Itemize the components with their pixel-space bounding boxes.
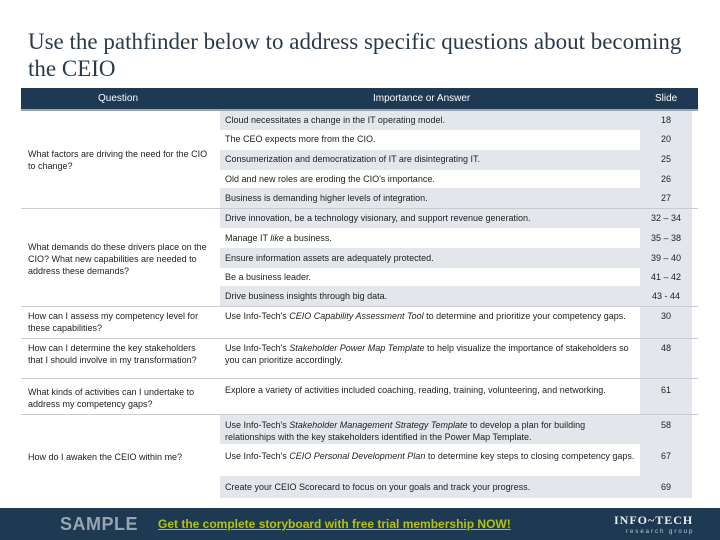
answer-cell: Cloud necessitates a change in the IT operating model. (225, 115, 445, 125)
answer-cell: Use Info-Tech's Stakeholder Power Map Template to help visualize the importance of stakeholders so you can prioritize accordingly. (225, 343, 629, 365)
question-cell: What factors are driving the need for the CIO to change? (28, 149, 208, 171)
slide-number: 61 (660, 385, 671, 395)
slide-number: 32 – 34 (650, 213, 682, 223)
slide-number: 69 (660, 482, 671, 492)
footer-bar (0, 508, 720, 540)
slide-number: 67 (660, 451, 671, 461)
sample-label: SAMPLE (60, 514, 139, 534)
slide-number: 35 – 38 (650, 233, 682, 243)
question-cell: What kinds of activities can I undertake to address my competency gaps? (28, 387, 195, 409)
section-divider (21, 208, 698, 209)
table-header (21, 88, 698, 111)
answer-cell: Drive innovation, be a technology visionary, and support revenue generation. (225, 213, 531, 223)
info-tech-logo: INFO~TECH (614, 513, 694, 527)
answer-cell: Consumerization and democratization of IT are disintegrating IT. (225, 154, 480, 164)
page-title: Use the pathfinder below to address specific questions about becoming the CEIO (28, 29, 682, 81)
question-cell: How do I awaken the CEIO within me? (28, 452, 183, 462)
section-divider (21, 378, 698, 379)
question-cell: How can I determine the key stakeholders that I should involve in my transformation? (28, 343, 197, 365)
slide-number: 43 - 44 (651, 291, 681, 301)
question-cell: What demands do these drivers place on the CIO? What new capabilities are needed to address these demands? (28, 242, 207, 276)
trial-membership-link[interactable]: Get the complete storyboard with free trial membership NOW! (158, 517, 511, 531)
answer-cell: The CEO expects more from the CIO. (225, 134, 376, 144)
header-importance: Importance or Answer (373, 93, 471, 104)
section-divider (21, 414, 698, 415)
slide-number: 25 (660, 154, 671, 164)
section-divider (21, 306, 698, 307)
slide-number: 39 – 40 (650, 253, 682, 263)
slide-number: 41 – 42 (650, 272, 682, 282)
answer-cell: Explore a variety of activities included coaching, reading, training, volunteering, and networking. (225, 385, 606, 395)
slide-number: 58 (660, 420, 671, 430)
answer-cell: Old and new roles are eroding the CIO's importance. (225, 174, 435, 184)
slide-number: 18 (660, 115, 671, 125)
slide-number: 26 (660, 174, 671, 184)
answer-cell: Be a business leader. (225, 272, 312, 282)
header-question: Question (98, 93, 139, 104)
section-divider (21, 338, 698, 339)
answer-cell: Use Info-Tech's CEIO Capability Assessment Tool to determine and prioritize your competency gaps. (225, 311, 626, 321)
slide-number: 30 (660, 311, 671, 321)
question-cell: How can I assess my competency level for these capabilities? (28, 311, 199, 333)
answer-cell: Manage IT like a business. (225, 233, 332, 243)
logo-subtitle: research group (626, 529, 695, 535)
answer-cell: Create your CEIO Scorecard to focus on your goals and track your progress. (225, 482, 531, 492)
answer-cell: Drive business insights through big data. (225, 291, 388, 301)
slide-number: 20 (660, 134, 671, 144)
answer-cell: Ensure information assets are adequately protected. (225, 253, 434, 263)
answer-cell: Business is demanding higher levels of integration. (225, 193, 428, 203)
answer-cell: Use Info-Tech's CEIO Personal Development Plan to determine key steps to closing competency gaps. (225, 451, 635, 461)
answer-cell: Use Info-Tech's Stakeholder Management Strategy Template to develop a plan for building relationships with the key stakeholders identified in the Power Map Template. (225, 420, 586, 442)
slide-number: 27 (660, 193, 671, 203)
header-slide: Slide (655, 93, 678, 104)
slide-number: 48 (660, 343, 671, 353)
